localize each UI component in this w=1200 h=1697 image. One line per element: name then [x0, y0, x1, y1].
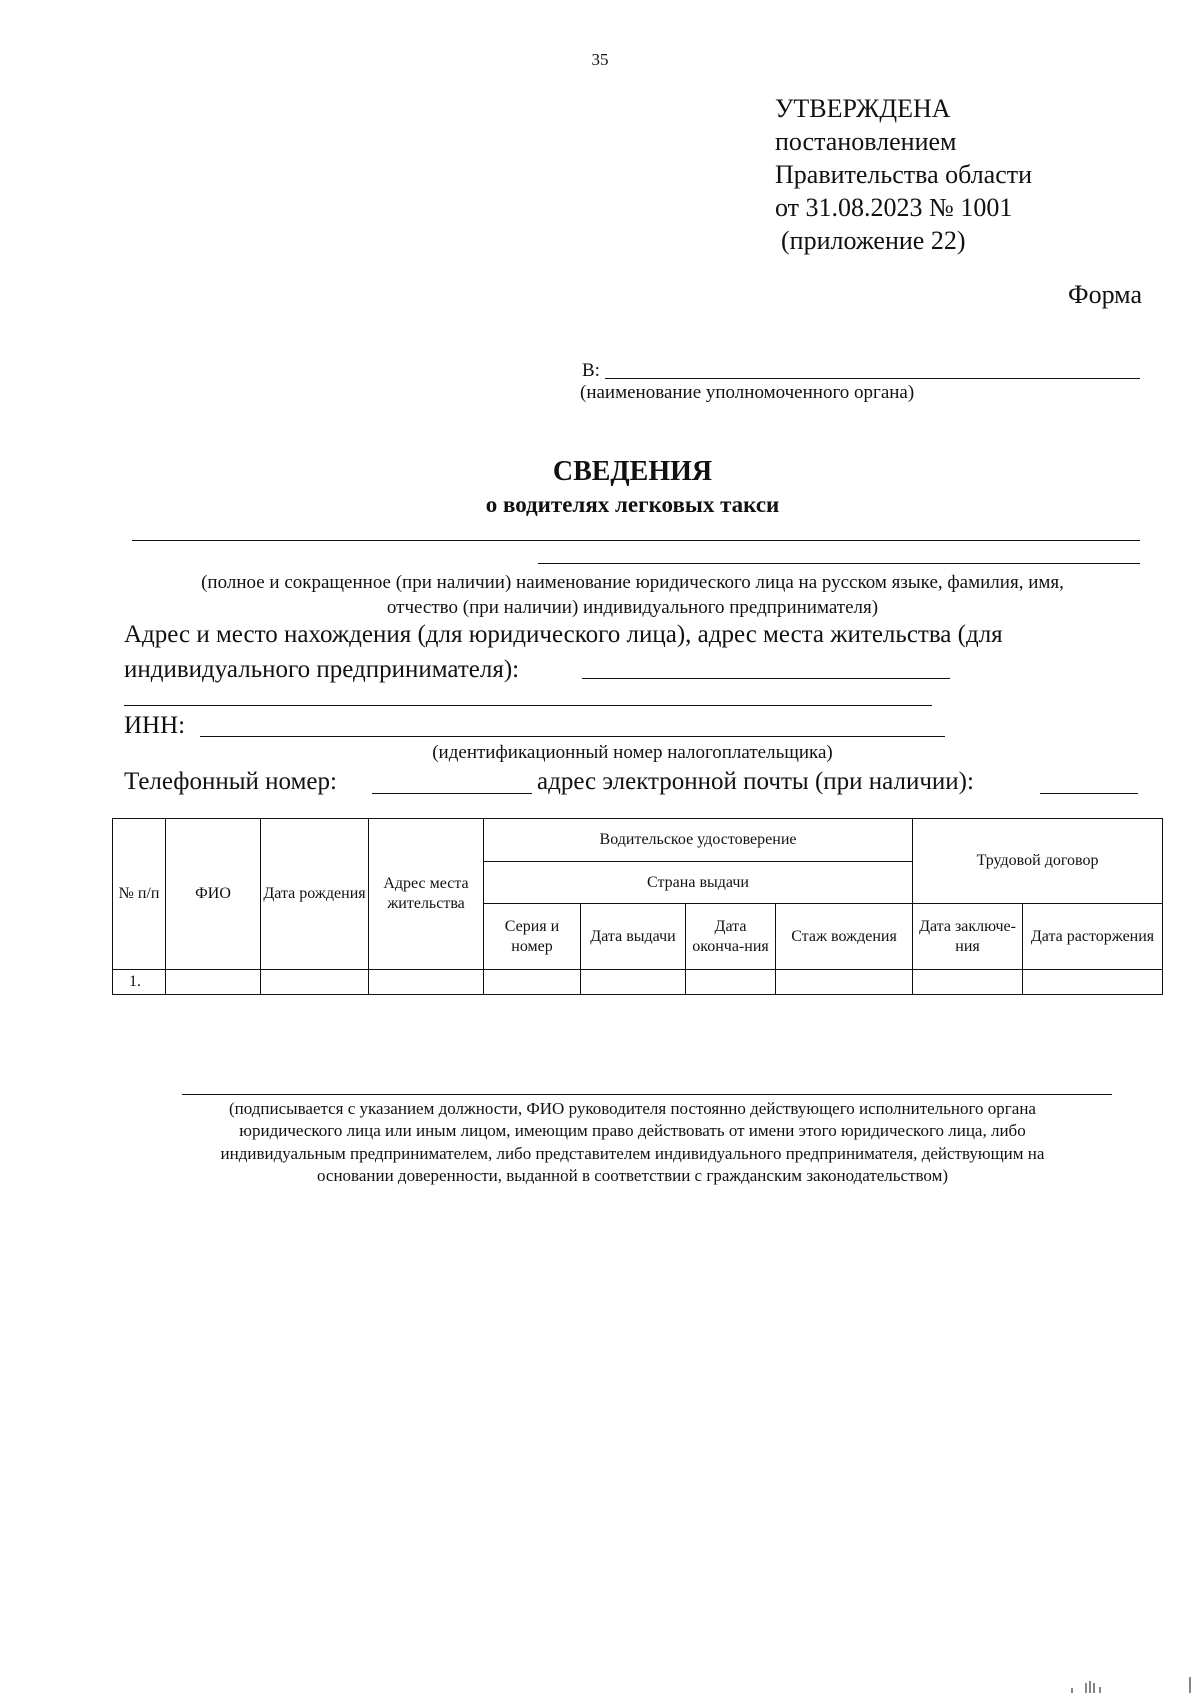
signature-caption-line-1: (подписывается с указанием должности, ФИО руководителя постоянно действующего исполнительного органа [229, 1099, 1036, 1118]
inn-input-line[interactable] [200, 736, 945, 737]
entity-name-line-2[interactable] [538, 563, 1140, 564]
header-license-group: Водительское удостоверение [484, 819, 913, 862]
header-num: № п/п [113, 819, 166, 970]
email-input-line[interactable] [1040, 793, 1138, 794]
entity-caption-line-2: отчество (при наличии) индивидуального предпринимателя) [386, 597, 879, 618]
row-contract-end-cell[interactable] [1023, 970, 1163, 995]
page-number: 35 [591, 50, 609, 69]
signature-line[interactable] [182, 1094, 1112, 1095]
entity-name-line-1[interactable] [132, 540, 1140, 541]
row-end-date-cell[interactable] [686, 970, 776, 995]
email-label: адрес электронной почты (при наличии): [537, 768, 974, 795]
header-issue-country: Страна выдачи [484, 862, 913, 904]
approval-line-5: (приложение 22) [781, 226, 966, 255]
row-number: 1. [113, 970, 166, 995]
header-address: Адрес места жительства [369, 819, 484, 970]
row-contract-start-cell[interactable] [913, 970, 1023, 995]
entity-caption-line-1: (полное и сокращенное (при наличии) наименование юридического лица на русском языке, фамилия, имя, [201, 572, 1064, 593]
header-birth-date: Дата рождения [261, 819, 369, 970]
header-issue-date: Дата выдачи [581, 904, 686, 970]
signature-caption-line-3: индивидуальным предпринимателем, либо представителем индивидуального предпринимателя, действующим на [220, 1144, 1045, 1163]
approval-stamp [775, 92, 1032, 257]
inn-label: ИНН: [124, 712, 186, 739]
recipient-caption: (наименование уполномоченного органа) [580, 382, 915, 403]
phone-label: Телефонный номер: [124, 768, 337, 795]
row-experience-cell[interactable] [776, 970, 913, 995]
form-label: Форма [1068, 280, 1142, 309]
document-title: СВЕДЕНИЯ [552, 456, 713, 487]
row-birth-date-cell[interactable] [261, 970, 369, 995]
row-series-cell[interactable] [484, 970, 581, 995]
approval-line-4: от 31.08.2023 № 1001 [775, 193, 1013, 222]
address-label-line-2: индивидуального предпринимателя): [124, 656, 520, 683]
header-end-date: Дата оконча-ния [686, 904, 776, 970]
document-subtitle: о водителях легковых такси [485, 492, 780, 517]
approval-line-3: Правительства области [775, 160, 1033, 189]
header-contract-end: Дата расторжения [1023, 904, 1163, 970]
table-row [113, 970, 1163, 995]
header-experience: Стаж вождения [776, 904, 913, 970]
recipient-label: В: [582, 360, 600, 381]
inn-caption: (идентификационный номер налогоплательщика) [432, 742, 833, 763]
header-contract-group: Трудовой договор [913, 819, 1163, 904]
approval-line-2: постановлением [775, 127, 957, 156]
header-contract-start: Дата заключе-ния [913, 904, 1023, 970]
scan-marks [1066, 1675, 1196, 1695]
phone-input-line[interactable] [372, 793, 532, 794]
address-label-line-1: Адрес и место нахождения (для юридического лица), адрес места жительства (для [124, 621, 1003, 648]
drivers-table [112, 818, 1163, 995]
header-fio: ФИО [166, 819, 261, 970]
approval-line-1: УТВЕРЖДЕНА [775, 94, 951, 123]
row-issue-date-cell[interactable] [581, 970, 686, 995]
recipient-input-line[interactable] [605, 378, 1140, 379]
signature-caption-line-4: основании доверенности, выданной в соответствии с гражданским законодательством) [316, 1166, 949, 1185]
header-series-number: Серия и номер [484, 904, 581, 970]
address-input-line-2[interactable] [124, 705, 932, 706]
signature-caption-line-2: юридического лица или иным лицом, имеющим право действовать от имени этого юридического лица, либо [239, 1121, 1026, 1140]
row-address-cell[interactable] [369, 970, 484, 995]
row-fio-cell[interactable] [166, 970, 261, 995]
address-input-line-1[interactable] [582, 678, 950, 679]
